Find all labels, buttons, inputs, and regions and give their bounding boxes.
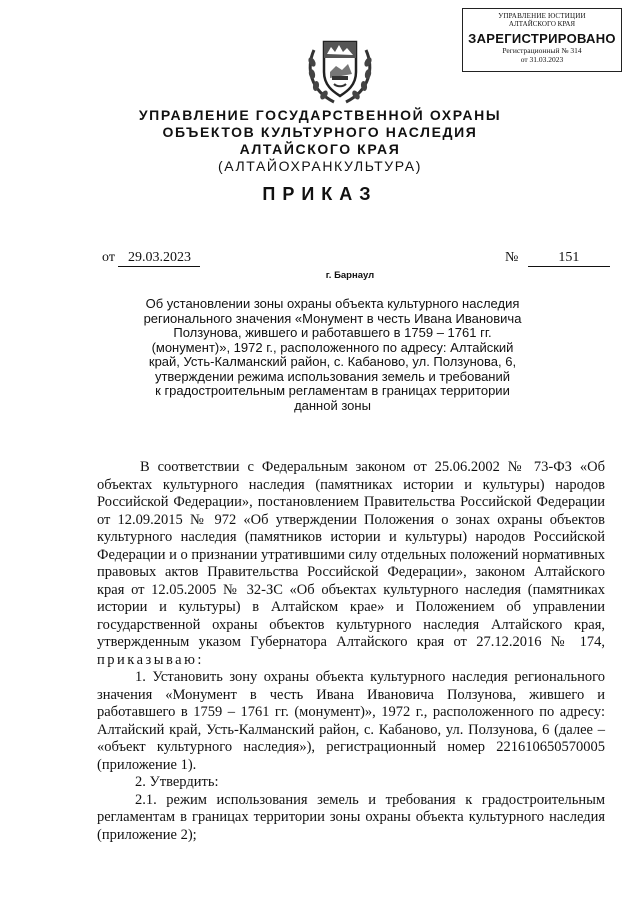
preamble-text: В соответствии с Федеральным законом от 25.06.2002 № 73-ФЗ «Об объектах культурного наследия (памятниках истории и культуры) народов Российской Федерации», постановлением Правительства Российской Федерации от 12.09.2015 № 972 «Об утверждении Положения о зонах охраны объектов культурного наследия (памятников истории и культуры) народов Российской Федерации и о признании утратившими силу отдельных положений нормативных правовых актов Правительства Российской Федерации», законом Алтайского края от 12.05.2005 № 32-ЗС «Об объектах культурного наследия (памятниках истории и культуры) в Алтайском крае» и Положением об управлении государственной охраны объектов культурного наследия Алтайского края, утвержденным указом Губернатора Алтайского края от 27.12.2016 № 174, xyxy=(97,459,605,650)
org-name-line2: ОБЪЕКТОВ КУЛЬТУРНОГО НАСЛЕДИЯ xyxy=(162,124,478,140)
order-body xyxy=(97,459,605,844)
stamp-reg-date: от 31.03.2023 xyxy=(520,55,564,64)
stamp-authority-line1: УПРАВЛЕНИЕ ЮСТИЦИИ xyxy=(498,12,586,20)
preamble-paragraph xyxy=(97,459,605,669)
order-date-prefix: от xyxy=(102,250,115,265)
order-number-value: 151 xyxy=(528,250,610,267)
coat-of-arms-icon xyxy=(300,28,380,108)
city: г. Барнаул xyxy=(325,270,375,281)
item-1-paragraph: 1. Установить зону охраны объекта культурного наследия регионального значения «Монумент в честь Ивана Ивановича Ползунова, жившего и работавшего в 1759 – 1761 гг. (монумент)», 1972 г., расположенного по адресу: Алтайский край, Усть-Калманский район, с. Кабаново, ул. Ползунова, 6 (далее – «объект культурного наследия»), регистрационный номер 221610650570005 (приложение 1). xyxy=(97,669,605,773)
title-line: Ползунова, жившего и работавшего в 1759 – 1761 гг. xyxy=(173,325,492,340)
order-word: приказываю: xyxy=(97,651,204,668)
title-line: (монумент)», 1972 г., расположенного по адресу: Алтайский xyxy=(151,339,514,355)
stamp-status: ЗАРЕГИСТРИРОВАНО xyxy=(468,31,616,46)
item-2-1-paragraph: 2.1. режим использования земель и требования к градостроительным регламентам в границах территории зоны охраны объекта культурного наследия (приложение 2); xyxy=(97,791,605,843)
order-number-prefix: № xyxy=(505,250,519,265)
title-line: край, Усть-Калманский район, с. Кабаново, ул. Ползунова, 6, xyxy=(148,354,517,369)
document-type: ПРИКАЗ xyxy=(262,184,378,204)
org-short-name: (АЛТАЙОХРАНКУЛЬТУРА) xyxy=(218,158,422,174)
stamp-reg-number: Регистрационный № 314 xyxy=(502,46,582,55)
order-date-value: 29.03.2023 xyxy=(118,250,200,267)
order-date xyxy=(102,250,200,267)
registration-stamp xyxy=(462,8,622,72)
item-2-paragraph: 2. Утвердить: xyxy=(135,774,219,790)
title-line: данной зоны xyxy=(294,397,371,413)
org-name-line1: УПРАВЛЕНИЕ ГОСУДАРСТВЕННОЙ ОХРАНЫ xyxy=(138,107,502,123)
title-line: Об установлении зоны охраны объекта культурного наследия xyxy=(145,296,520,311)
org-name-line3: АЛТАЙСКОГО КРАЯ xyxy=(239,141,401,157)
order-title xyxy=(125,297,540,413)
title-line: к градостроительным регламентам в границах территории xyxy=(155,383,510,398)
order-number xyxy=(505,250,610,267)
title-line: утверждении режима использования земель и требований xyxy=(154,368,511,384)
stamp-authority-line2: АЛТАЙСКОГО КРАЯ xyxy=(508,20,576,28)
title-line: регионального значения «Монумент в честь Ивана Ивановича xyxy=(143,310,522,326)
